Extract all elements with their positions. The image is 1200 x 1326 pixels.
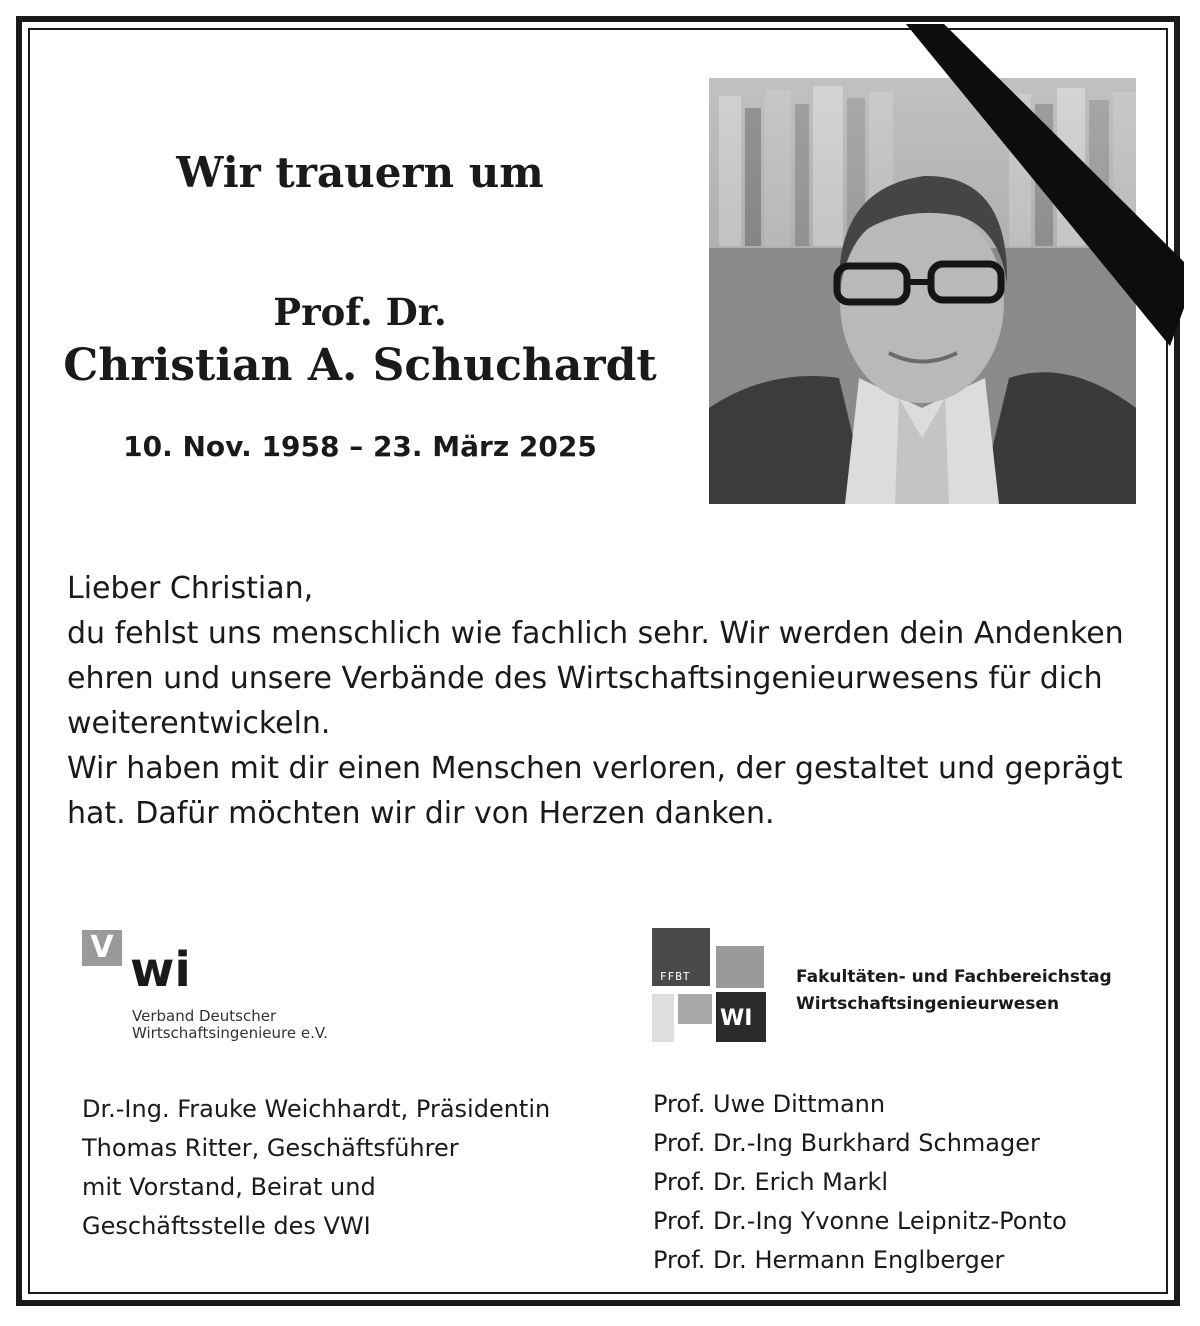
vwi-logo-v: V [82,930,122,966]
signer-line: Prof. Dr. Hermann Englberger [653,1246,1005,1274]
ffbt-name-line: Wirtschaftsingenieurwesen [796,994,1060,1014]
vwi-subtitle-line: Wirtschaftsingenieure e.V. [132,1024,328,1042]
letter-line: weiterentwickeln. [67,706,331,741]
ffbt-logo-label: FFBT [660,970,691,983]
ffbt-logo-wi: WI [720,1006,753,1031]
condolence-letter [67,566,1147,836]
vwi-subtitle-line: Verband Deutscher [132,1007,277,1025]
portrait-photo [709,78,1136,504]
deceased-title: Prof. Dr. [273,290,447,334]
signer-line: Dr.-Ing. Frauke Weichhardt, Präsidentin [82,1095,551,1123]
ffbt-logo [652,928,1122,1048]
vwi-signers [82,1090,622,1246]
life-dates: 10. Nov. 1958 – 23. März 2025 [123,430,597,463]
ffbt-signers [653,1085,1153,1280]
letter-line: ehren und unsere Verbände des Wirtschaftsingenieurwesens für dich [67,661,1103,696]
signer-line: Prof. Dr.-Ing Yvonne Leipnitz-Ponto [653,1207,1067,1235]
ffbt-logo-name [796,964,1112,1018]
ffbt-logo-square [716,946,764,988]
mourning-heading: Wir trauern um [176,148,544,197]
signer-line: Prof. Dr.-Ing Burkhard Schmager [653,1129,1040,1157]
letter-line: Wir haben mit dir einen Menschen verloren, der gestaltet und geprägt [67,751,1123,786]
deceased-name: Christian A. Schuchardt [63,340,657,391]
letter-line: du fehlst uns menschlich wie fachlich sehr. Wir werden dein Andenken [67,616,1124,651]
signer-line: Prof. Dr. Erich Markl [653,1168,889,1196]
vwi-logo-subtitle [132,1008,328,1042]
signer-line: Geschäftsstelle des VWI [82,1212,371,1240]
letter-line: Lieber Christian, [67,571,314,606]
signer-line: Thomas Ritter, Geschäftsführer [82,1134,459,1162]
signer-line: Prof. Uwe Dittmann [653,1090,886,1118]
signer-line: mit Vorstand, Beirat und [82,1173,376,1201]
portrait-illustration [709,78,1136,504]
letter-line: hat. Dafür möchten wir dir von Herzen danken. [67,796,775,831]
vwi-logo [82,930,382,1050]
ffbt-logo-square [678,994,712,1024]
ffbt-name-line: Fakultäten- und Fachbereichstag [796,967,1112,987]
vwi-logo-wi: wi [130,942,191,998]
ffbt-logo-square [652,994,674,1042]
